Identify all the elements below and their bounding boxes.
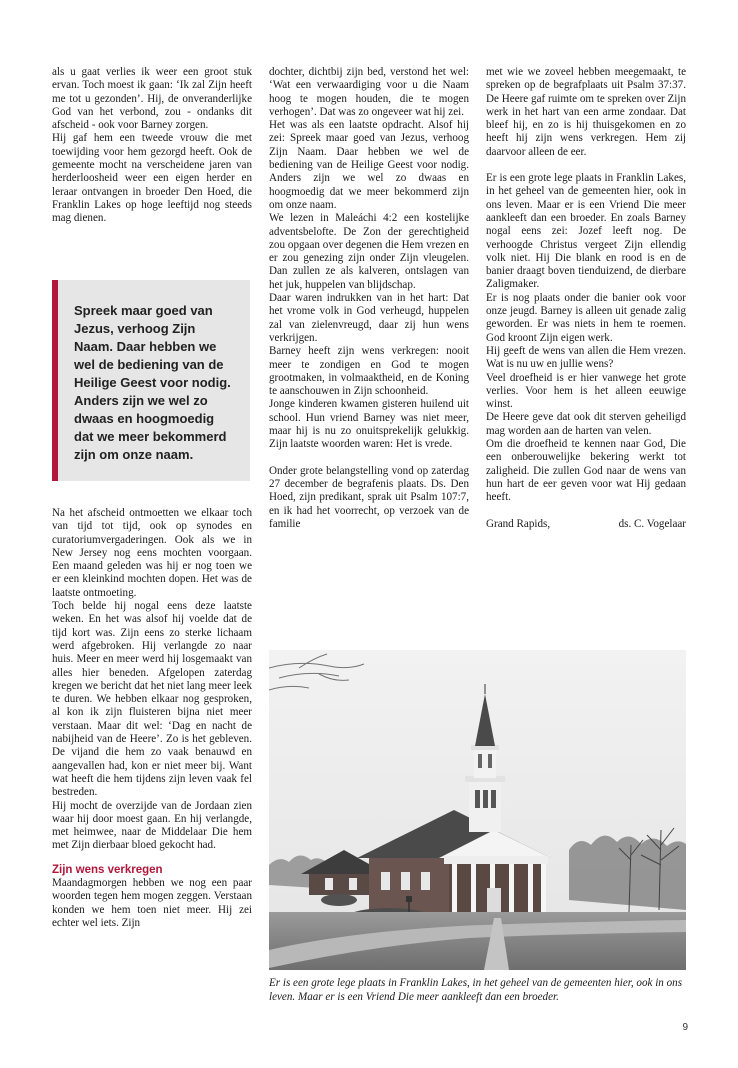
paragraph: Het was als een laatste opdracht. Alsof hij zei: Spreek maar goed van Jezus, verhoog Zijn Naam. Daar hebben we wel de bediening van de Heilige Geest voor nodig. Anders zijn we wel zo dwaas en hoogmoedig dat we meer bekommerd zijn om onze naam. — [269, 119, 469, 211]
paragraph: Barney heeft zijn wens verkregen: nooit meer te zondigen en God te mogen grootmaken, in volmaaktheid, en de Koning te aanschouwen in Zijn schoonheid. — [269, 345, 469, 398]
paragraph: Daar waren indrukken van in het hart: Dat het vrome volk in God verheugd, huppelen zal van zielenvreugd, daar zij hun wens verkrijgen. — [269, 292, 469, 344]
paragraph: Veel droefheid is er hier vanwege het grote verlies. Voor hem is het alleen eeuwige winst. — [486, 371, 686, 411]
page-number: 9 — [682, 1022, 688, 1033]
column-1-intro — [52, 66, 252, 226]
signature — [486, 518, 686, 531]
signature-author: ds. C. Vogelaar — [618, 517, 686, 530]
paragraph: Hij mocht de overzijde van de Jordaan zien waar hij door moest gaan. En hij verlangde, met heimwee, naar de Middelaar Die hem met Zijn dierbaar bloed gekocht had. — [52, 799, 252, 852]
signature-place: Grand Rapids, — [486, 517, 551, 530]
church-photo — [269, 650, 686, 970]
column-1-body — [52, 507, 252, 930]
paragraph: Hij gaf hem een tweede vrouw die met toewijding voor hem gezorgd heeft. Ook de gemeente mocht na verscheidene jaren van herderloosheid weer een eigen herder en leraar ontvangen in broeder Den Hoed, die Franklin Lakes op hoge leeftijd nog steeds mag dienen. — [52, 132, 252, 225]
pull-quote: Spreek maar goed van Jezus, verhoog Zijn Naam. Daar hebben we wel de bediening van de Heilige Geest voor nodig. Anders zijn we wel zo dwaas en hoogmoedig dat we meer bekommerd zijn om onze naam. — [52, 280, 250, 481]
paragraph: We lezen in Maleáchi 4:2 een kostelijke adventsbelofte. De Zon der gerechtigheid zou opgaan over degenen die Hem vrezen en er zou genezing zijn onder Zijn vleugelen. Dan zullen ze als kalveren, ontslagen van het juk, huppelen van blijdschap. — [269, 212, 469, 291]
paragraph: Er is nog plaats onder die banier ook voor onze jeugd. Barney is alleen uit genade zalig geworden. Er was niets in hem te roemen. God kroont Zijn eigen werk. — [486, 291, 686, 344]
paragraph: dochter, dichtbij zijn bed, verstond het wel: ‘Wat een verwaardiging voor u die Naam hoog te mogen houden, die te mogen verhogen’. Dat was zo ongeveer wat hij zei. — [269, 66, 469, 118]
paragraph: Onder grote belangstelling vond op zaterdag 27 december de begrafenis plaats. Ds. Den Hoed, zijn predikant, sprak uit Psalm 107:7, en ik had het voorrecht, op verzoek van de familie — [269, 464, 469, 530]
paragraph: met wie we zoveel hebben meegemaakt, te spreken op de begrafplaats uit Psalm 37:37. De Heere gaf ruimte om te spreken over Zijn werk in het hart van een arme zondaar. Dat bleef hij, en zo is hij thuisgekomen en zo heeft hij zijn wens verkregen. Hem zij daarvoor alleen de eer. — [486, 66, 686, 158]
column-2 — [269, 66, 469, 531]
paragraph: Er is een grote lege plaats in Franklin Lakes, in het geheel van de gemeenten hier, ook in ons leven. Maar er is een Vriend Die meer aankleeft dan een broeder. En zoals Barney nogal eens zei: Jozef leeft nog. De verhoogde Christus vergeet Zijn ellendig volk niet. Hij Die blank en rood is en de banier draagt boven tienduizend, de dierbare Zaligmaker. — [486, 172, 686, 291]
paragraph: Maandagmorgen hebben we nog een paar woorden tegen hem mogen zeggen. Verstaan konden we hem toen niet meer. Hij zei echter wel iets. Zijn — [52, 877, 252, 929]
photo-caption: Er is een grote lege plaats in Franklin Lakes, in het geheel van de gemeenten hier, ook in ons leven. Maar er is een Vriend Die meer aankleeft dan een broeder. — [269, 977, 683, 1003]
paragraph: Om die droefheid te kennen naar God, Die een onberouwelijke bekering werkt tot zaligheid. Die zullen God naar de wens van hun hart de eer geven voor wat Hij gedaan heeft. — [486, 438, 686, 504]
paragraph: De Heere geve dat ook dit sterven geheiligd mag worden aan de harten van velen. — [486, 411, 686, 437]
column-3 — [486, 66, 686, 531]
paragraph: Toch belde hij nogal eens deze laatste weken. En het was alsof hij voelde dat de tijd kort was. Zijn eens zo sterke lichaam werd afgebroken. Hij verlangde zo naar huis. Meer en meer werd hij losgemaakt van alles hier beneden. Afgelopen zaterdag kregen we bericht dat het niet lang meer leek te duren. We hebben elkaar nog gesproken, al kon ik zijn fluisteren bijna niet meer verstaan. Maar dit wel: ‘Dag en nacht de nabijheid van de Heere’. Zo is het gebleven. De vijand die hem zo vaak benauwd en aangevallen had, kon er niet meer bij. Want wat heeft die hem tijdens zijn leven vaak fel bestreden. — [52, 600, 252, 799]
paragraph: Jonge kinderen kwamen gisteren huilend uit school. Hun vriend Barney was niet meer, maar hij is nu zo onuitsprekelijk gelukkig. Zijn laatste woorden waren: Het is vrede. — [269, 398, 469, 451]
section-subheading: Zijn wens verkregen — [52, 863, 163, 876]
paragraph: als u gaat verlies ik weer een groot stuk ervan. Toch moest ik gaan: ‘Ik zal Zijn heeft me tot u gezonden’. Hij, de onveranderlijke God van het verbond, zou - ondanks dit afscheid - ook voor Barney zorgen. — [52, 66, 252, 132]
paragraph: Na het afscheid ontmoetten we elkaar toch van tijd tot tijd, ook op synodes en curatoriumvergaderingen. Ook als we in New Jersey nog eens mochten voorgaan. Een maand geleden was hij er nog toen we er een kleinkind mochten dopen. Het was de laatste ontmoeting. — [52, 507, 252, 599]
paragraph: Hij geeft de wens van allen die Hem vrezen. Wat is nu uw en jullie wens? — [486, 344, 686, 371]
